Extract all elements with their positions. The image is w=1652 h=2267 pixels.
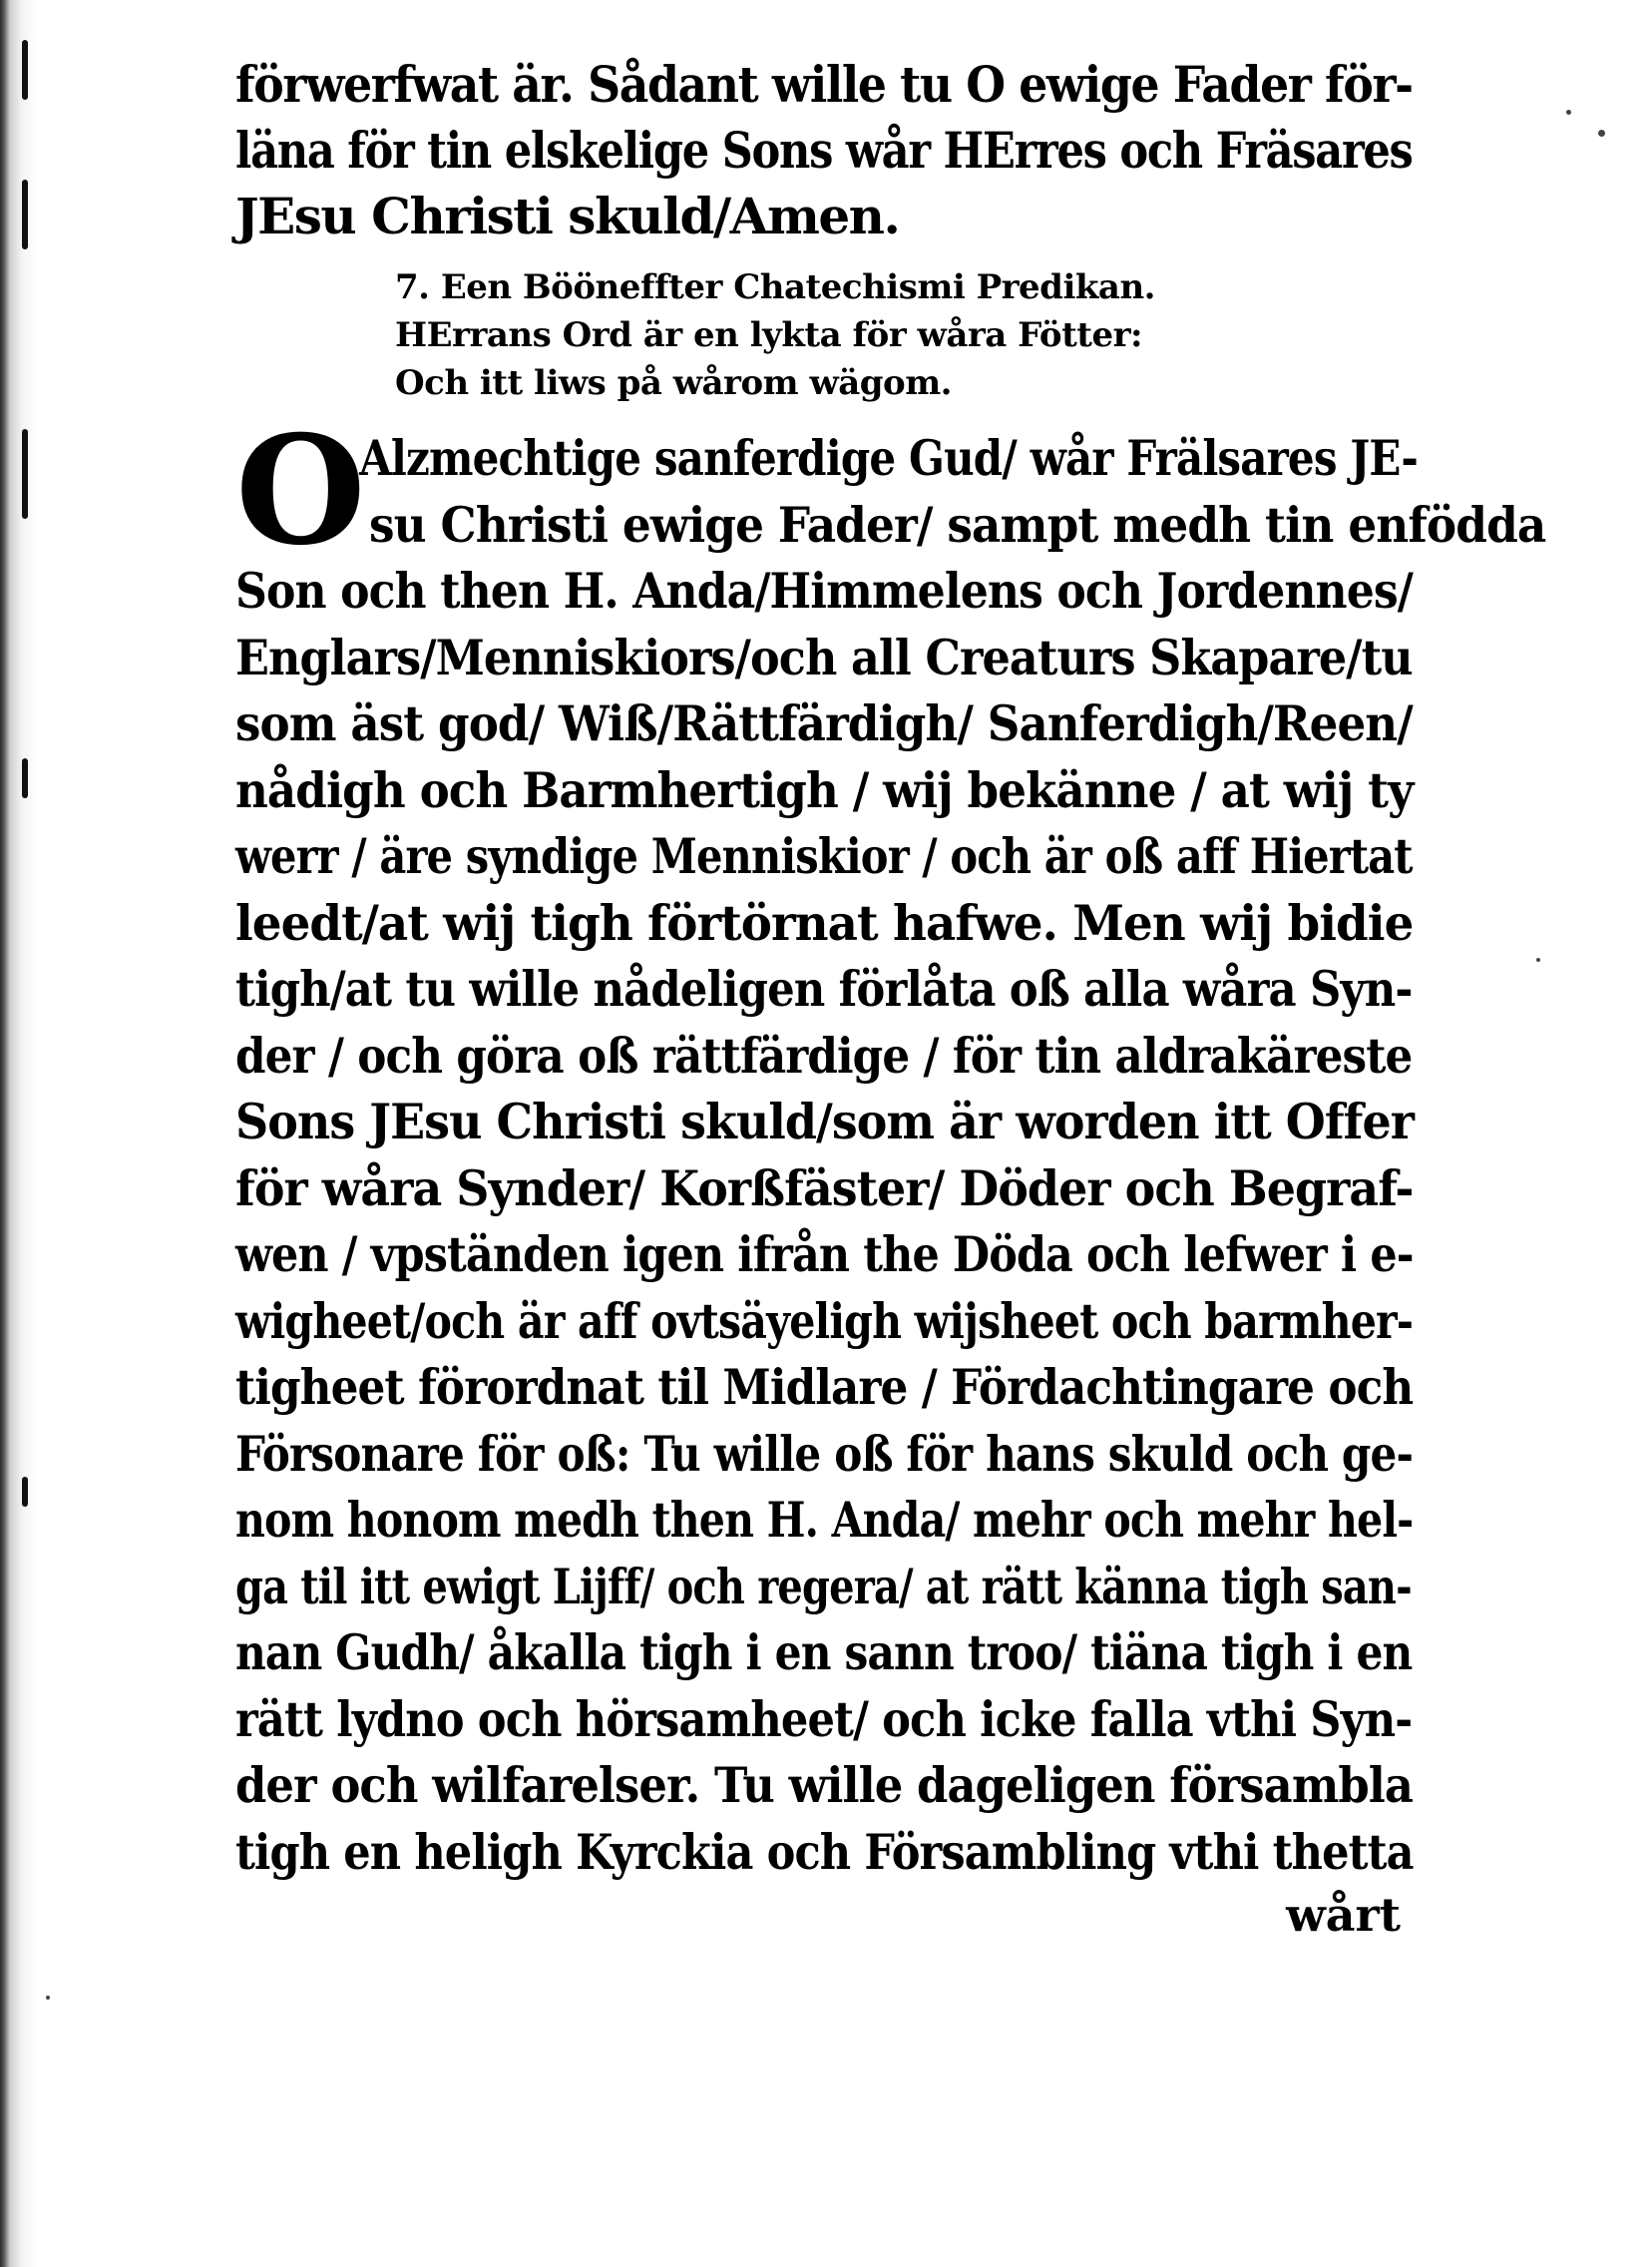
paper-speck	[1598, 130, 1605, 137]
text-line: Englars/Menniskiors/och all Creaturs Skapare/tu	[235, 628, 1413, 686]
heading-verse: Och itt liws på wårom wägom.	[395, 363, 953, 403]
text-line: tigheet förordnat til Midlare / Fördachtingare och	[235, 1358, 1414, 1416]
text-line: för wåra Synder/ Korßfäster/ Döder och Begraf-	[235, 1158, 1414, 1217]
text-block	[235, 52, 1546, 1945]
binding-mark	[22, 180, 28, 249]
text-line: der och wilfarelser. Tu wille dageligen försambla	[235, 1756, 1414, 1814]
binding-mark	[22, 429, 28, 519]
text-line: nådigh och Barmhertigh / wij bekänne / at wij ty	[235, 760, 1414, 819]
text-line: Alzmechtige sanferdige Gud/ wår Frälsares JE-	[359, 429, 1419, 487]
catchword-row	[235, 1885, 1413, 1945]
intro-paragraph	[235, 52, 1413, 249]
prayer-body	[235, 403, 1546, 1885]
text-line: rätt lydno och hörsamheet/ och icke falla vthi Syn-	[235, 1689, 1413, 1748]
text-line: tigh/at tu wille nådeligen förlåta oß alla wåra Syn-	[235, 960, 1413, 1018]
text-line: Försonare för oß: Tu wille oß för hans skuld och ge-	[235, 1424, 1414, 1483]
binding-mark	[22, 758, 28, 798]
text-line: nom honom medh then H. Anda/ mehr och mehr hel-	[235, 1491, 1414, 1549]
binding-mark	[22, 40, 28, 100]
paper-speck	[1566, 110, 1571, 115]
catchword: wårt	[1286, 1888, 1401, 1942]
binding-mark	[22, 1477, 28, 1507]
text-line: Sons JEsu Christi skuld/som är worden itt Offer	[235, 1093, 1415, 1150]
text-line: förwerfwat är. Sådant wille tu O ewige Fader för-	[235, 55, 1413, 114]
paper-speck	[46, 1996, 50, 2000]
prayer-heading	[395, 263, 1413, 407]
text-line: Son och then H. Anda/Himmelens och Jordennes/	[235, 562, 1414, 620]
heading-title: 7. Een Bööneffter Chatechismi Predikan.	[395, 267, 1156, 307]
text-line: werr / äre syndige Menniskior / och är oß aff Hiertat	[235, 827, 1413, 885]
text-line: JEsu Christi skuld/Amen.	[235, 187, 900, 245]
text-line: su Christi ewige Fader/ sampt medh tin enfödda	[368, 495, 1546, 554]
text-line: nan Gudh/ åkalla tigh i en sann troo/ tiäna tigh i en	[235, 1623, 1413, 1681]
text-line: tigh en heligh Kyrckia och Försambling vthi thetta	[235, 1822, 1414, 1881]
text-line: läna för tin elskelige Sons wår HErres och Fräsares	[235, 121, 1413, 180]
text-line: leedt/at wij tigh förtörnat hafwe. Men wij bidie	[235, 893, 1414, 952]
text-line: wigheet/och är aff ovtsäyeligh wijsheet och barmher-	[235, 1291, 1414, 1350]
text-line: som äst god/ Wiß/Rättfärdigh/ Sanferdigh/Reen/	[235, 694, 1413, 752]
binding-edge-shadow	[0, 0, 38, 2267]
paper-speck	[1536, 958, 1540, 962]
text-line: der / och göra oß rättfärdige / för tin aldrakäreste	[235, 1026, 1413, 1085]
drop-cap: O	[235, 403, 366, 579]
text-line: ga til itt ewigt Lijff/ och regera/ at rätt känna tigh san-	[235, 1557, 1412, 1615]
text-line: wen / vpständen igen ifrån the Döda och lefwer i e-	[235, 1225, 1414, 1283]
heading-verse: HErrans Ord är en lykta för wåra Fötter:	[395, 315, 1143, 355]
